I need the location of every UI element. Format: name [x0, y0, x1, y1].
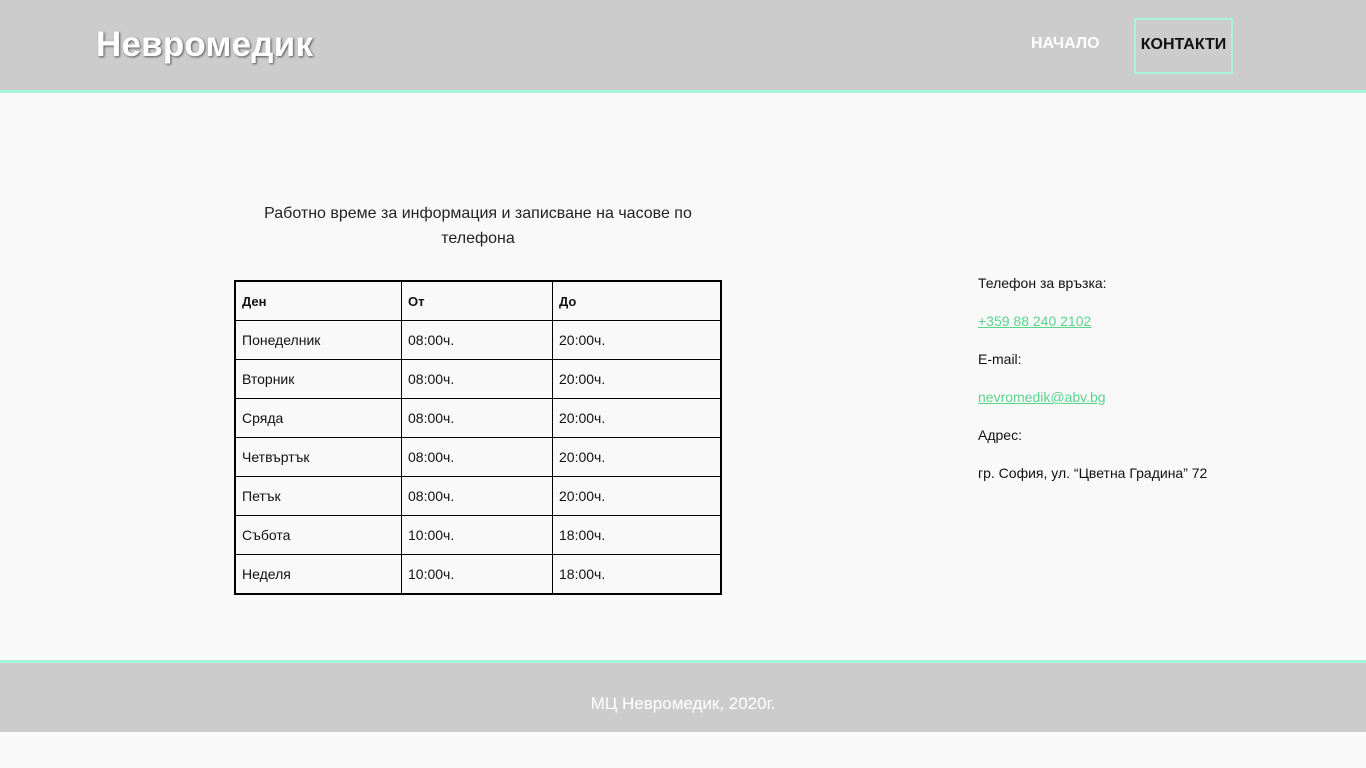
- column-header-day: Ден: [235, 281, 402, 321]
- day-cell: Вторник: [235, 360, 402, 399]
- from-cell: 08:00ч.: [402, 321, 553, 360]
- column-header-to: До: [553, 281, 722, 321]
- working-hours-table: [234, 280, 722, 595]
- email-label: E-mail:: [978, 351, 1022, 367]
- nav-contacts-link[interactable]: КОНТАКТИ: [1134, 18, 1233, 74]
- to-cell: 20:00ч.: [553, 399, 722, 438]
- email-row: [978, 387, 1207, 425]
- day-cell: Неделя: [235, 555, 402, 595]
- to-cell: 18:00ч.: [553, 555, 722, 595]
- site-logo[interactable]: Невромедик: [96, 25, 314, 64]
- to-cell: 20:00ч.: [553, 360, 722, 399]
- from-cell: 08:00ч.: [402, 399, 553, 438]
- address-label: Адрес:: [978, 427, 1022, 443]
- from-cell: 10:00ч.: [402, 516, 553, 555]
- day-cell: Сряда: [235, 399, 402, 438]
- working-hours-title: Работно време за информация и записване на часове по телефона: [264, 205, 692, 247]
- from-cell: 08:00ч.: [402, 438, 553, 477]
- table-row: [235, 360, 721, 399]
- table-row: [235, 399, 721, 438]
- phone-label: Телефон за връзка:: [978, 275, 1107, 291]
- nav-home-link[interactable]: НАЧАЛО: [1031, 35, 1100, 52]
- table-row: [235, 516, 721, 555]
- table-header-row: [235, 281, 721, 321]
- phone-link[interactable]: +359 88 240 2102: [978, 313, 1092, 329]
- table-row: [235, 555, 721, 595]
- email-link[interactable]: nevromedik@abv.bg: [978, 389, 1106, 405]
- site-footer: [0, 660, 1366, 732]
- from-cell: 08:00ч.: [402, 477, 553, 516]
- to-cell: 20:00ч.: [553, 438, 722, 477]
- footer-copyright: МЦ Невромедик, 2020г.: [590, 694, 776, 713]
- day-cell: Понеделник: [235, 321, 402, 360]
- site-header: [0, 0, 1366, 93]
- from-cell: 10:00ч.: [402, 555, 553, 595]
- table-row: [235, 321, 721, 360]
- to-cell: 20:00ч.: [553, 477, 722, 516]
- phone-row: [978, 311, 1207, 349]
- from-cell: 08:00ч.: [402, 360, 553, 399]
- to-cell: 20:00ч.: [553, 321, 722, 360]
- table-row: [235, 477, 721, 516]
- column-header-from: От: [402, 281, 553, 321]
- to-cell: 18:00ч.: [553, 516, 722, 555]
- address-text: гр. София, ул. “Цветна Градина” 72: [978, 465, 1208, 481]
- day-cell: Събота: [235, 516, 402, 555]
- day-cell: Четвъртък: [235, 438, 402, 477]
- day-cell: Петък: [235, 477, 402, 516]
- table-row: [235, 438, 721, 477]
- contact-info: [978, 273, 1207, 501]
